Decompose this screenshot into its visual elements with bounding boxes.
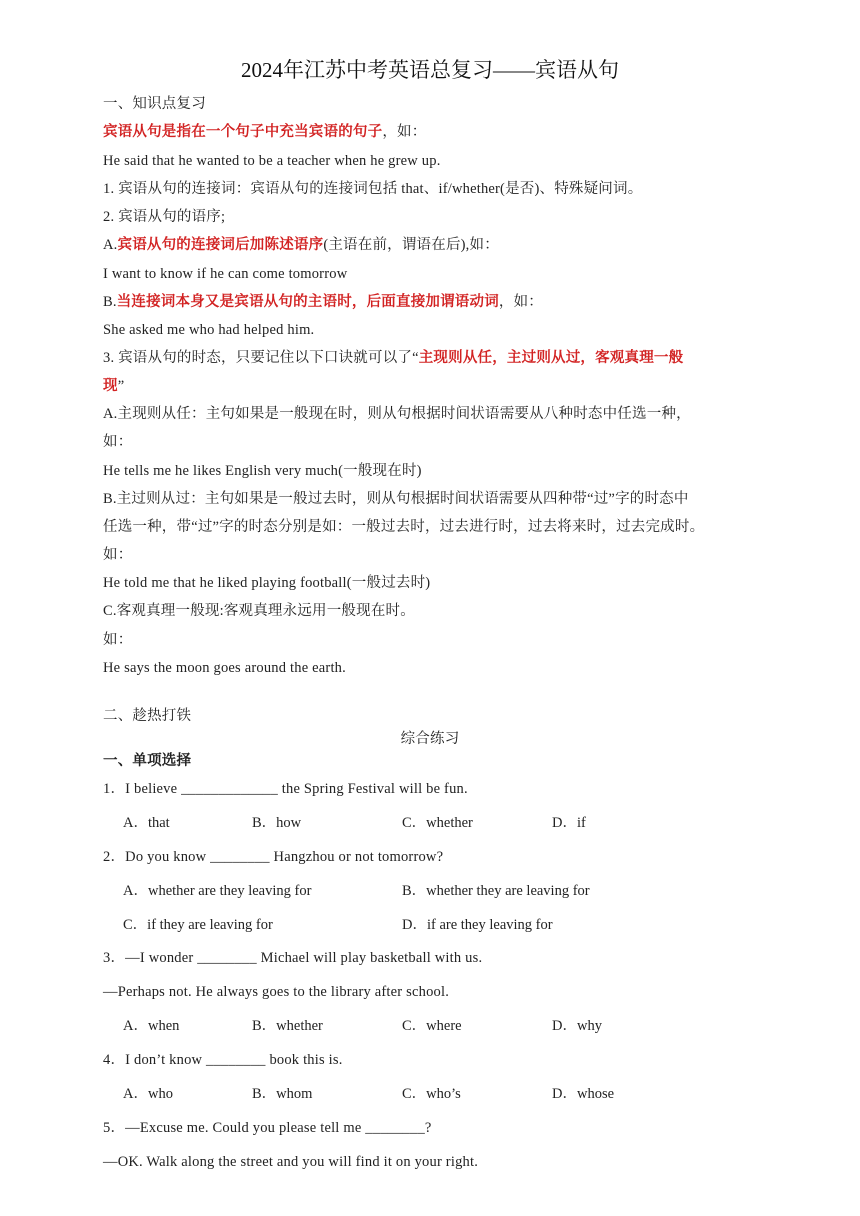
- practice-subtitle: 综合练习: [400, 731, 460, 747]
- rule-truth-line2: 如：: [103, 632, 133, 648]
- point-tense-cont: [103, 376, 124, 396]
- rule-past-line3: 如：: [103, 547, 133, 563]
- option-c[interactable]: C．if they are leaving for: [123, 917, 273, 933]
- definition-line: [103, 122, 426, 142]
- option-c[interactable]: C．whether: [402, 815, 473, 831]
- point-tense: [103, 348, 683, 368]
- rule-present-line1: A.主现则从任：主句如果是一般现在时，则从句根据时间状语需要从八种时态中任选一种，: [103, 406, 691, 422]
- option-a[interactable]: A．when: [123, 1018, 180, 1034]
- point-word-order: 2. 宾语从句的语序;: [103, 209, 226, 225]
- rule-b-prefix: B.: [103, 294, 117, 310]
- rule-b-line: [103, 292, 543, 312]
- question-reply: —OK. Walk along the street and you will find it on your right.: [103, 1154, 479, 1170]
- point-tense-post: ”: [117, 378, 125, 394]
- section-heading-practice: 二、趁热打铁: [103, 708, 192, 724]
- rule-a-tail: (主语在前，谓语在后),如：: [323, 237, 499, 253]
- rule-a-prefix: A.: [103, 237, 118, 253]
- section-heading-review: 一、知识点复习: [103, 96, 206, 112]
- rule-a-line: [103, 235, 499, 255]
- page-title: 2024年江苏中考英语总复习——宾语从句: [241, 58, 619, 82]
- rule-truth-line1: C.客观真理一般现:客观真理永远用一般现在时。: [103, 603, 415, 619]
- definition-tail: ，如：: [382, 124, 427, 140]
- example-sentence: She asked me who had helped him.: [103, 322, 315, 338]
- question-stem: 2．Do you know ________ Hangzhou or not tomorrow?: [103, 849, 444, 865]
- question-stem: 3．—I wonder ________ Michael will play basketball with us.: [103, 950, 483, 966]
- example-sentence: He says the moon goes around the earth.: [103, 660, 346, 676]
- option-a[interactable]: A．who: [123, 1086, 173, 1102]
- rule-a-highlight: 宾语从句的连接词后加陈述语序: [117, 237, 324, 253]
- option-b[interactable]: B．how: [252, 815, 302, 831]
- option-c[interactable]: C．where: [402, 1018, 462, 1034]
- option-c[interactable]: C．who’s: [402, 1086, 461, 1102]
- option-a[interactable]: A．that: [123, 815, 170, 831]
- rule-past-line1: B.主过则从过：主句如果是一般过去时，则从句根据时间状语需要从四种带“过”字的时态中: [103, 491, 689, 507]
- option-a[interactable]: A．whether are they leaving for: [123, 883, 312, 899]
- rule-past-line2: 任选一种，带“过”字的时态分别是如：一般过去时，过去进行时，过去将来时，过去完成时。: [103, 519, 705, 535]
- definition-highlight: 宾语从句是指在一个句子中充当宾语的句子: [103, 124, 383, 140]
- example-sentence: I want to know if he can come tomorrow: [103, 266, 348, 282]
- point-tense-pre: 3. 宾语从句的时态，只要记住以下口诀就可以了“: [103, 350, 419, 366]
- rule-present-line2: 如：: [103, 434, 133, 450]
- option-d[interactable]: D．whose: [552, 1086, 615, 1102]
- option-d[interactable]: D．why: [552, 1018, 602, 1034]
- option-b[interactable]: B．whether they are leaving for: [402, 883, 590, 899]
- tense-mnemonic-highlight-end: 现: [103, 378, 118, 394]
- question-stem: 5．—Excuse me. Could you please tell me ________?: [103, 1120, 432, 1136]
- question-stem: 1．I believe _____________ the Spring Festival will be fun.: [103, 781, 468, 797]
- part-heading-single-choice: 一、单项选择: [103, 753, 192, 769]
- point-connectives: 1. 宾语从句的连接词：宾语从句的连接词包括 that、if/whether(是否)、特殊疑问词。: [103, 181, 643, 197]
- option-d[interactable]: D．if: [552, 815, 586, 831]
- example-sentence: He tells me he likes English very much(一般现在时): [103, 463, 422, 479]
- rule-b-highlight: 当连接词本身又是宾语从句的主语时，后面直接加谓语动词: [116, 294, 499, 310]
- option-b[interactable]: B．whether: [252, 1018, 323, 1034]
- tense-mnemonic-highlight: 主现则从任，主过则从过，客观真理一般: [418, 350, 684, 366]
- rule-b-tail: ，如：: [498, 294, 544, 310]
- question-reply: —Perhaps not. He always goes to the library after school.: [103, 984, 450, 1000]
- question-stem: 4．I don’t know ________ book this is.: [103, 1052, 343, 1068]
- option-b[interactable]: B．whom: [252, 1086, 313, 1102]
- example-sentence: He said that he wanted to be a teacher when he grew up.: [103, 153, 441, 169]
- option-d[interactable]: D．if are they leaving for: [402, 917, 553, 933]
- example-sentence: He told me that he liked playing football(一般过去时): [103, 575, 431, 591]
